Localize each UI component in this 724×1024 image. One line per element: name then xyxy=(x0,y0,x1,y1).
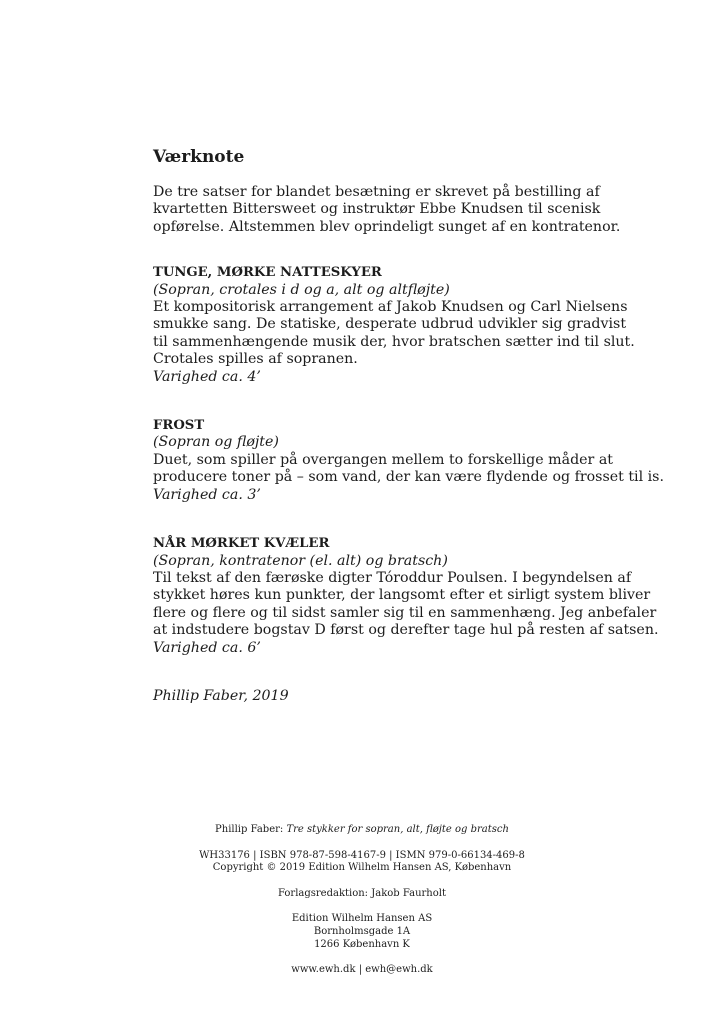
colophon-street: Bornholmsgade 1A xyxy=(313,925,411,937)
movement-text-line: smukke sang. De statiske, desperate udbrud udvikler sig gradvist xyxy=(153,316,627,333)
movement-section xyxy=(153,264,635,386)
movement-instrumentation: (Sopran, crotales i d og a, alt og altfløjte) xyxy=(153,281,450,298)
work-note xyxy=(153,146,664,720)
movement-duration: Varighed ca. 4’ xyxy=(153,368,261,385)
colophon-publisher-name: Edition Wilhelm Hansen AS xyxy=(291,913,433,925)
movement-text-line: flere og flere og til sidst samler sig til en sammenhæng. Jeg anbefaler xyxy=(153,604,657,621)
colophon-isbn: WH33176 | ISBN 978-87-598-4167-9 | ISMN 979-0-66134-469-8 xyxy=(199,849,525,861)
colophon-copyright: Copyright © 2019 Edition Wilhelm Hansen AS, København xyxy=(212,862,512,874)
movement-text-line: at indstudere bogstav D først og derefter tage hul på resten af satsen. xyxy=(153,622,659,639)
colophon-web: www.ewh.dk | ewh@ewh.dk xyxy=(291,964,433,976)
movement-title: NÅR MØRKET KVÆLER xyxy=(153,536,330,552)
movement-instrumentation: (Sopran og fløjte) xyxy=(153,434,279,451)
intro-paragraph xyxy=(153,184,621,236)
movement-text-line: Duet, som spiller på overgangen mellem to forskellige måder at xyxy=(153,451,613,468)
movement-title: TUNGE, MØRKE NATTESKYER xyxy=(153,265,382,281)
colophon-editor: Forlagsredaktion: Jakob Faurholt xyxy=(278,887,446,899)
movement-section xyxy=(153,417,664,504)
page-title: Værknote xyxy=(153,147,245,167)
movement-duration: Varighed ca. 6’ xyxy=(153,639,261,656)
intro-line: kvartetten Bittersweet og instruktør Ebbe Knudsen til scenisk xyxy=(153,201,601,218)
movement-text-line: Til tekst af den færøske digter Tóroddur Poulsen. I begyndelsen af xyxy=(153,569,632,586)
colophon-city: 1266 København K xyxy=(314,938,410,950)
author-signature: Phillip Faber, 2019 xyxy=(153,687,289,704)
movement-text-line: Et kompositorisk arrangement af Jakob Knudsen og Carl Nielsens xyxy=(153,299,628,316)
movement-text-line: Crotales spilles af sopranen. xyxy=(153,351,358,368)
colophon-composer: Phillip Faber: xyxy=(215,824,284,835)
movement-instrumentation: (Sopran, kontratenor (el. alt) og bratsch) xyxy=(153,552,448,569)
colophon xyxy=(0,824,724,977)
movement-duration: Varighed ca. 3’ xyxy=(153,486,261,503)
movement-text-line: til sammenhængende musik der, hvor bratschen sætter ind til slut. xyxy=(153,333,635,350)
colophon-work-title: Tre stykker for sopran, alt, fløjte og bratsch xyxy=(286,824,509,835)
colophon-work-line xyxy=(0,824,724,837)
movement-section xyxy=(153,535,659,657)
intro-line: De tre satser for blandet besætning er skrevet på bestilling af xyxy=(153,184,600,200)
intro-line: opførelse. Altstemmen blev oprindeligt sunget af en kontratenor. xyxy=(153,218,621,235)
movement-text-line: stykket høres kun punkter, der langsomt efter et sirligt system bliver xyxy=(153,587,651,604)
movement-text-line: producere toner på – som vand, der kan være flydende og frosset til is. xyxy=(153,469,664,486)
movement-title: FROST xyxy=(153,418,205,434)
